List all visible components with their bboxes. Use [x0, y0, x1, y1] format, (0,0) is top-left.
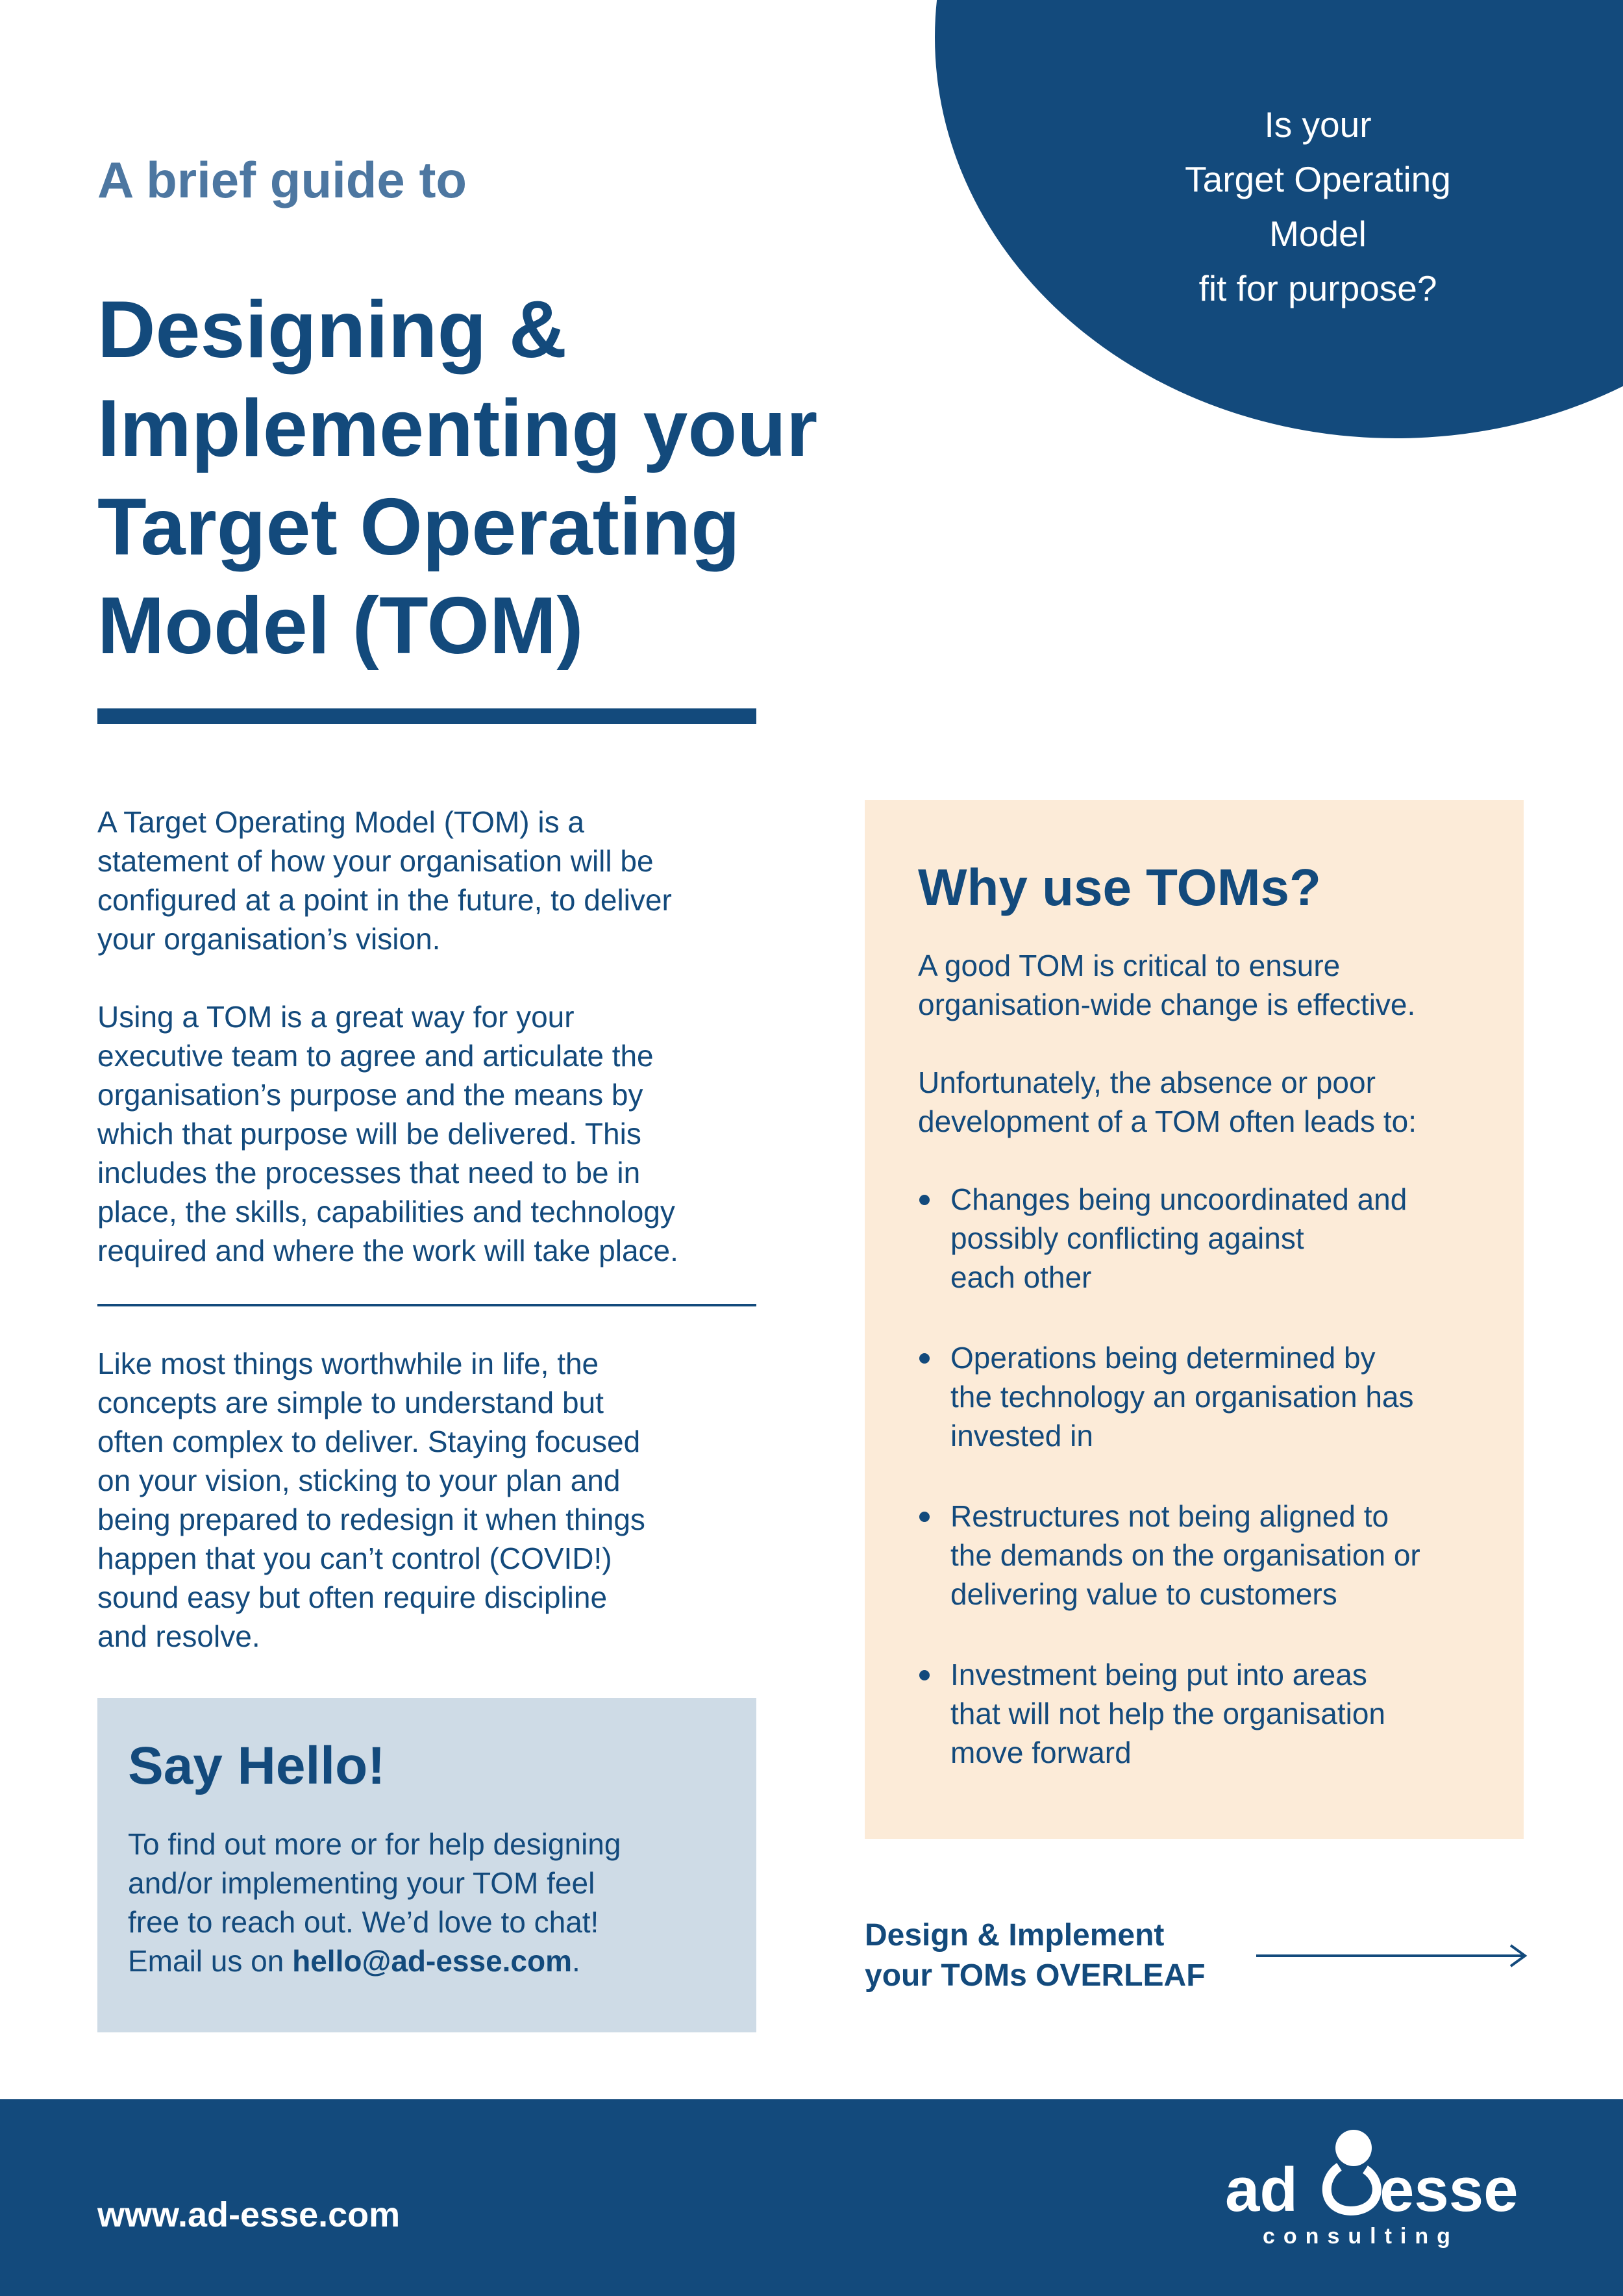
text-line: sound easy but often require discipline [97, 1580, 608, 1614]
title-line-4: Model (TOM) [97, 581, 584, 671]
list-item [918, 1180, 1498, 1297]
text-line: Changes being uncoordinated and [950, 1182, 1407, 1216]
page-title [97, 281, 909, 675]
list-item [918, 1655, 1498, 1772]
bullet-dot-icon [919, 1353, 930, 1364]
section-divider [97, 1304, 756, 1306]
bullet-dot-icon [919, 1195, 930, 1205]
text-line: Using a TOM is a great way for your [97, 1000, 575, 1034]
email-link[interactable]: hello@ad-esse.com [292, 1944, 573, 1978]
logo-tagline: consulting [1263, 2224, 1459, 2249]
text-line: delivering value to customers [950, 1577, 1337, 1611]
title-line-2: Implementing your [97, 384, 818, 473]
text-line: and/or implementing your TOM feel [128, 1866, 595, 1900]
text-line: organisation-wide change is effective. [918, 988, 1416, 1021]
text-line: Unfortunately, the absence or poor [918, 1066, 1376, 1099]
callout-line-4: fit for purpose? [1198, 268, 1437, 308]
why-paragraph-2 [918, 1063, 1498, 1141]
text-line: that will not help the organisation [950, 1697, 1385, 1730]
text-line: To find out more or for help designing [128, 1827, 621, 1861]
text-line: executive team to agree and articulate the [97, 1039, 654, 1073]
text-line: invested in [950, 1419, 1093, 1453]
email-prefix: Email us on [128, 1944, 293, 1978]
text-line: happen that you can’t control (COVID!) [97, 1541, 612, 1575]
arrow-right-icon [1256, 1943, 1529, 1969]
text-line: A Target Operating Model (TOM) is a [97, 805, 584, 839]
text-line: the technology an organisation has [950, 1380, 1414, 1414]
overleaf-line-1: Design & Implement [865, 1918, 1165, 1953]
text-line: possibly conflicting against [950, 1221, 1304, 1255]
text-line: development of a TOM often leads to: [918, 1104, 1417, 1138]
say-hello-title: Say Hello! [128, 1736, 386, 1795]
overleaf-line-2: your TOMs OVERLEAF [865, 1958, 1206, 1993]
email-line [128, 1941, 756, 1980]
text-line: place, the skills, capabilities and technology [97, 1195, 675, 1229]
text-line: and resolve. [97, 1619, 260, 1653]
text-line: move forward [950, 1736, 1132, 1769]
text-line: organisation’s purpose and the means by [97, 1078, 643, 1112]
overleaf-link[interactable] [865, 1915, 1206, 1996]
text-line: Investment being put into areas [950, 1658, 1367, 1691]
say-hello-body [128, 1825, 756, 1980]
text-line: A good TOM is critical to ensure [918, 949, 1341, 982]
intro-paragraph-2 [97, 997, 766, 1270]
text-line: which that purpose will be delivered. This [97, 1117, 641, 1151]
ad-esse-logo [1217, 2127, 1535, 2256]
intro-paragraph-3 [97, 1344, 766, 1656]
logo-swirl-icon [1327, 2167, 1377, 2211]
bullet-dot-icon [919, 1670, 930, 1680]
text-line: Restructures not being aligned to [950, 1499, 1389, 1533]
why-bullet-list [918, 1180, 1498, 1772]
list-item [918, 1497, 1498, 1614]
text-line: your organisation’s vision. [97, 922, 441, 956]
why-paragraph-1 [918, 946, 1498, 1024]
text-line: concepts are simple to understand but [97, 1386, 604, 1419]
bullet-dot-icon [919, 1512, 930, 1522]
text-line: Like most things worthwhile in life, the [97, 1347, 599, 1380]
callout-line-2: Target Operating [1185, 159, 1451, 199]
text-line: on your vision, sticking to your plan and [97, 1464, 621, 1497]
intro-paragraph-1 [97, 803, 766, 958]
text-line: configured at a point in the future, to deliver [97, 883, 672, 917]
text-line: often complex to deliver. Staying focused [97, 1425, 641, 1458]
title-divider [97, 708, 756, 724]
why-title: Why use TOMs? [918, 858, 1321, 916]
text-line: statement of how your organisation will be [97, 844, 654, 878]
callout-line-1: Is your [1264, 105, 1372, 145]
list-item [918, 1338, 1498, 1455]
callout-question [1091, 97, 1545, 316]
text-line: free to reach out. We’d love to chat! [128, 1905, 599, 1939]
why-use-toms-box [865, 800, 1524, 1839]
text-line: the demands on the organisation or [950, 1538, 1420, 1572]
logo-text-esse: esse [1380, 2155, 1518, 2225]
text-line: Operations being determined by [950, 1341, 1376, 1375]
say-hello-box [97, 1698, 756, 2032]
logo-text-ad: ad [1225, 2155, 1298, 2225]
website-link[interactable]: www.ad-esse.com [97, 2195, 401, 2234]
logo-dot-icon [1335, 2130, 1372, 2166]
text-line: includes the processes that need to be in [97, 1156, 641, 1190]
page-subtitle: A brief guide to [97, 151, 467, 208]
title-line-1: Designing & [97, 285, 567, 375]
email-suffix: . [572, 1944, 580, 1978]
callout-line-3: Model [1269, 214, 1367, 254]
title-line-3: Target Operating [97, 482, 740, 572]
text-line: each other [950, 1260, 1092, 1294]
text-line: required and where the work will take place. [97, 1234, 678, 1267]
text-line: being prepared to redesign it when things [97, 1503, 645, 1536]
